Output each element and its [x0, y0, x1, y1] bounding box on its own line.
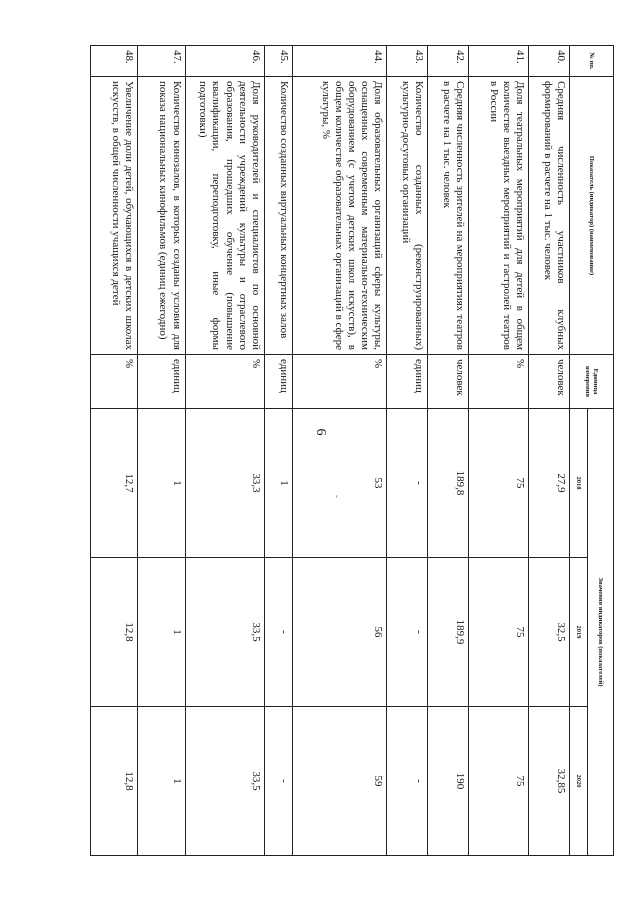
indicator-name: Увеличение доли детей, обучающихся в детских школах искусств, в общей численности учащихся детей — [91, 77, 138, 355]
header-values-group: Значения индикаторов (показателей) — [588, 409, 614, 856]
page-number: 6 — [313, 428, 328, 436]
value-2019: - — [387, 558, 428, 707]
scan-mark: ' — [336, 494, 338, 504]
value-2019: 33,5 — [185, 558, 264, 707]
indicator-name: Доля образовательных организаций сферы культуры, оснащенных современным материально-техническим оборудованием (с учетом детских школ искусств), в общем количестве образовательных организаций в сфере культуры, % — [292, 77, 387, 355]
header-year-2018: 2018 — [570, 409, 588, 558]
unit-cell: % — [91, 355, 138, 409]
indicators-table — [90, 45, 614, 856]
value-2018: 12,7 — [91, 409, 138, 558]
unit-cell: % — [292, 355, 387, 409]
row-number: 43. — [387, 46, 428, 77]
header-num: № пп. — [570, 46, 614, 77]
unit-cell: человек — [428, 355, 469, 409]
value-2018: 75 — [469, 409, 529, 558]
value-2019: 189,9 — [428, 558, 469, 707]
unit-cell: единиц — [387, 355, 428, 409]
rotated-table-wrapper — [90, 45, 614, 855]
row-number: 44. — [292, 46, 387, 77]
value-2020: 33,5 — [185, 707, 264, 856]
unit-cell: единиц — [138, 355, 185, 409]
table-rotation-frame — [90, 45, 614, 855]
value-2020: 75 — [469, 707, 529, 856]
header-indicator: Показатель (индикатор) (наименование) — [570, 77, 614, 355]
value-2020: 59 — [292, 707, 387, 856]
row-number: 48. — [91, 46, 138, 77]
value-2018: 33,3 — [185, 409, 264, 558]
unit-cell: % — [469, 355, 529, 409]
value-2020: - — [387, 707, 428, 856]
row-number: 47. — [138, 46, 185, 77]
row-number: 42. — [428, 46, 469, 77]
indicator-name: Доля театральных мероприятий для детей в общем количестве выездных мероприятий и гастролей театров в России — [469, 77, 529, 355]
value-2020: 1 — [138, 707, 185, 856]
row-number: 45. — [265, 46, 293, 77]
indicator-name: Доля руководителей и специалистов по основной деятельности учреждений культуры и отраслевого образования, прошедших обучение (повышение квалификации, переподготовку, иные формы подготовки) — [185, 77, 264, 355]
table-row — [428, 46, 469, 856]
table-row — [91, 46, 138, 856]
indicator-name: Средняя численность зрителей на мероприятиях театров в расчете на 1 тыс. человек — [428, 77, 469, 355]
indicator-name: Количество кинозалов, в которых созданы условия для показа национальных кинофильмов (единиц ежегодно) — [138, 77, 185, 355]
indicator-name: Количество созданных виртуальных концертных залов — [265, 77, 293, 355]
header-year-2020: 2020 — [570, 707, 588, 856]
value-2020: 32,85 — [529, 707, 570, 856]
table-row — [469, 46, 529, 856]
indicator-name: Средняя численность участников клубных формирований в расчете на 1 тыс. человек — [529, 77, 570, 355]
table-row — [138, 46, 185, 856]
header-year-2019: 2019 — [570, 558, 588, 707]
value-2019: 75 — [469, 558, 529, 707]
value-2018: 189,8 — [428, 409, 469, 558]
unit-cell: % — [185, 355, 264, 409]
value-2018: - — [387, 409, 428, 558]
value-2020: - — [265, 707, 293, 856]
value-2018: 53 — [292, 409, 387, 558]
row-number: 46. — [185, 46, 264, 77]
value-2019: 56 — [292, 558, 387, 707]
value-2020: 12,8 — [91, 707, 138, 856]
table-row — [185, 46, 264, 856]
value-2020: 190 — [428, 707, 469, 856]
value-2019: - — [265, 558, 293, 707]
row-number: 41. — [469, 46, 529, 77]
header-unit: Единица измерения — [570, 355, 614, 409]
value-2019: 12,8 — [91, 558, 138, 707]
table-row — [529, 46, 570, 856]
value-2019: 1 — [138, 558, 185, 707]
unit-cell: человек — [529, 355, 570, 409]
value-2018: 1 — [138, 409, 185, 558]
value-2018: 27,9 — [529, 409, 570, 558]
indicator-name: Количество созданных (реконструированных) культурно-досуговых организаций — [387, 77, 428, 355]
unit-cell: единиц — [265, 355, 293, 409]
value-2019: 32,5 — [529, 558, 570, 707]
table-row — [265, 46, 293, 856]
value-2018: 1 — [265, 409, 293, 558]
table-row — [387, 46, 428, 856]
row-number: 40. — [529, 46, 570, 77]
table-row — [292, 46, 387, 856]
